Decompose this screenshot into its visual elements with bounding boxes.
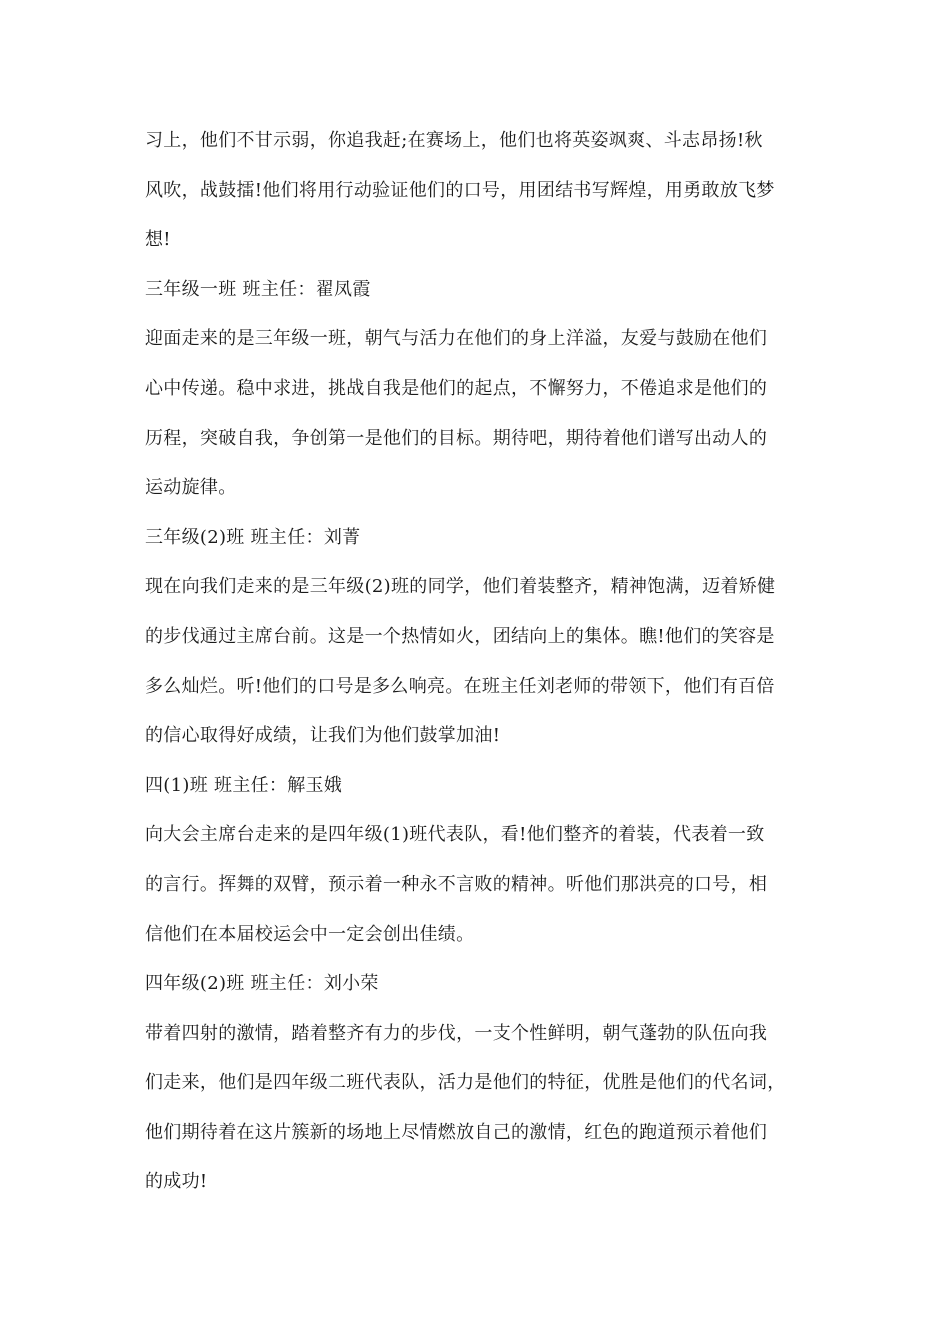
section-heading: 三年级一班 班主任：翟凤霞 [145,278,371,300]
text-line: 的成功! [145,1171,208,1193]
document-body [145,116,805,1207]
text-line: 想! [145,229,171,251]
text-line: 的信心取得好成绩，让我们为他们鼓掌加油! [145,725,501,747]
text-line: 信他们在本届校运会中一定会创出佳绩。 [145,923,475,945]
paragraph-class-3-2 [145,562,805,760]
text-line: 习上，他们不甘示弱，你追我赶;在赛场上，他们也将英姿飒爽、斗志昂扬!秋 [145,130,763,151]
text-line: 心中传递。稳中求进，挑战自我是他们的起点，不懈努力，不倦追求是他们的 [145,377,768,399]
text-line: 他们期待着在这片簇新的场地上尽情燃放自己的激情，红色的跑道预示着他们 [145,1121,768,1143]
paragraph-class-4-2 [145,1009,805,1207]
text-line: 多么灿烂。听!他们的口号是多么响亮。在班主任刘老师的带领下，他们有百倍 [145,675,775,697]
text-line: 带着四射的激情，踏着整齐有力的步伐，一支个性鲜明，朝气蓬勃的队伍向我 [145,1022,768,1044]
heading-class-3-1 [145,265,805,315]
text-line: 们走来，他们是四年级二班代表队，活力是他们的特征，优胜是他们的代名词， [145,1072,786,1094]
heading-class-4-2 [145,959,805,1009]
text-line: 的言行。挥舞的双臂，预示着一种永不言败的精神。听他们那洪亮的口号，相 [145,873,768,895]
paragraph-intro-continued [145,116,805,265]
heading-class-3-2 [145,513,805,563]
text-line: 向大会主席台走来的是四年级(1)班代表队，看!他们整齐的着装，代表着一致 [145,824,765,846]
text-line: 现在向我们走来的是三年级(2)班的同学，他们着装整齐，精神饱满，迈着矫健 [145,576,776,598]
section-heading: 三年级(2)班 班主任：刘菁 [145,526,361,548]
text-line: 迎面走来的是三年级一班，朝气与活力在他们的身上洋溢，友爱与鼓励在他们 [145,328,768,350]
heading-class-4-1 [145,761,805,811]
section-heading: 四年级(2)班 班主任：刘小荣 [145,973,379,995]
section-heading: 四(1)班 班主任：解玉娥 [145,774,343,796]
text-line: 运动旋律。 [145,477,237,499]
paragraph-class-4-1 [145,810,805,959]
text-line: 的步伐通过主席台前。这是一个热情如火，团结向上的集体。瞧!他们的笑容是 [145,625,775,647]
paragraph-class-3-1 [145,314,805,512]
text-line: 风吹，战鼓擂!他们将用行动验证他们的口号，用团结书写辉煌，用勇敢放飞梦 [145,179,775,201]
text-line: 历程，突破自我，争创第一是他们的目标。期待吧，期待着他们谱写出动人的 [145,427,768,449]
